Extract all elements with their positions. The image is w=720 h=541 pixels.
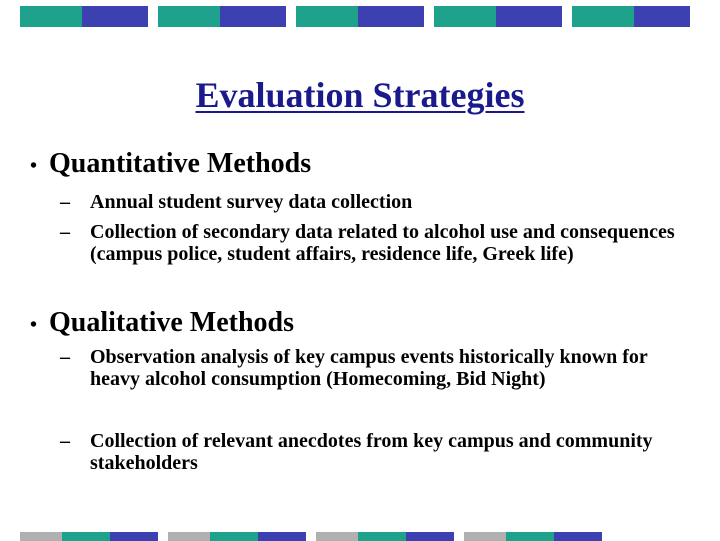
list-item <box>60 346 680 390</box>
section-heading-quantitative <box>30 148 311 180</box>
bar-segment <box>572 6 634 27</box>
list-item <box>60 191 680 213</box>
slide-title: Evaluation Strategies <box>195 75 525 115</box>
bar-segment <box>496 6 562 27</box>
top-decorative-bar <box>20 6 690 27</box>
list-item-text: Annual student survey data collection <box>90 191 413 213</box>
bar-segment <box>20 6 82 27</box>
list-item <box>60 430 680 474</box>
heading-text: Qualitative Methods <box>49 307 295 338</box>
dash: – <box>60 430 70 452</box>
bar-segment <box>434 6 496 27</box>
heading-text: Quantitative Methods <box>49 148 312 179</box>
bar-segment <box>358 6 424 27</box>
dash: – <box>60 346 70 368</box>
section-heading-qualitative <box>30 307 294 339</box>
dash: – <box>60 191 70 213</box>
bar-segment <box>220 6 286 27</box>
dash: – <box>60 221 70 243</box>
list-item-text: Observation analysis of key campus events historically known for heavy alcohol consumption (Homecoming, Bid Night) <box>90 346 648 390</box>
bullet: • <box>30 155 38 177</box>
bar-segment <box>82 6 148 27</box>
bar-segment <box>296 6 358 27</box>
list-item-text: Collection of relevant anecdotes from key campus and community stakeholders <box>90 430 653 474</box>
bar-segment <box>634 6 690 27</box>
list-item-text: Collection of secondary data related to alcohol use and consequences (campus police, student affairs, residence life, Greek life) <box>90 221 675 265</box>
bar-segment <box>158 6 220 27</box>
bullet: • <box>30 314 38 336</box>
list-item <box>60 221 680 265</box>
